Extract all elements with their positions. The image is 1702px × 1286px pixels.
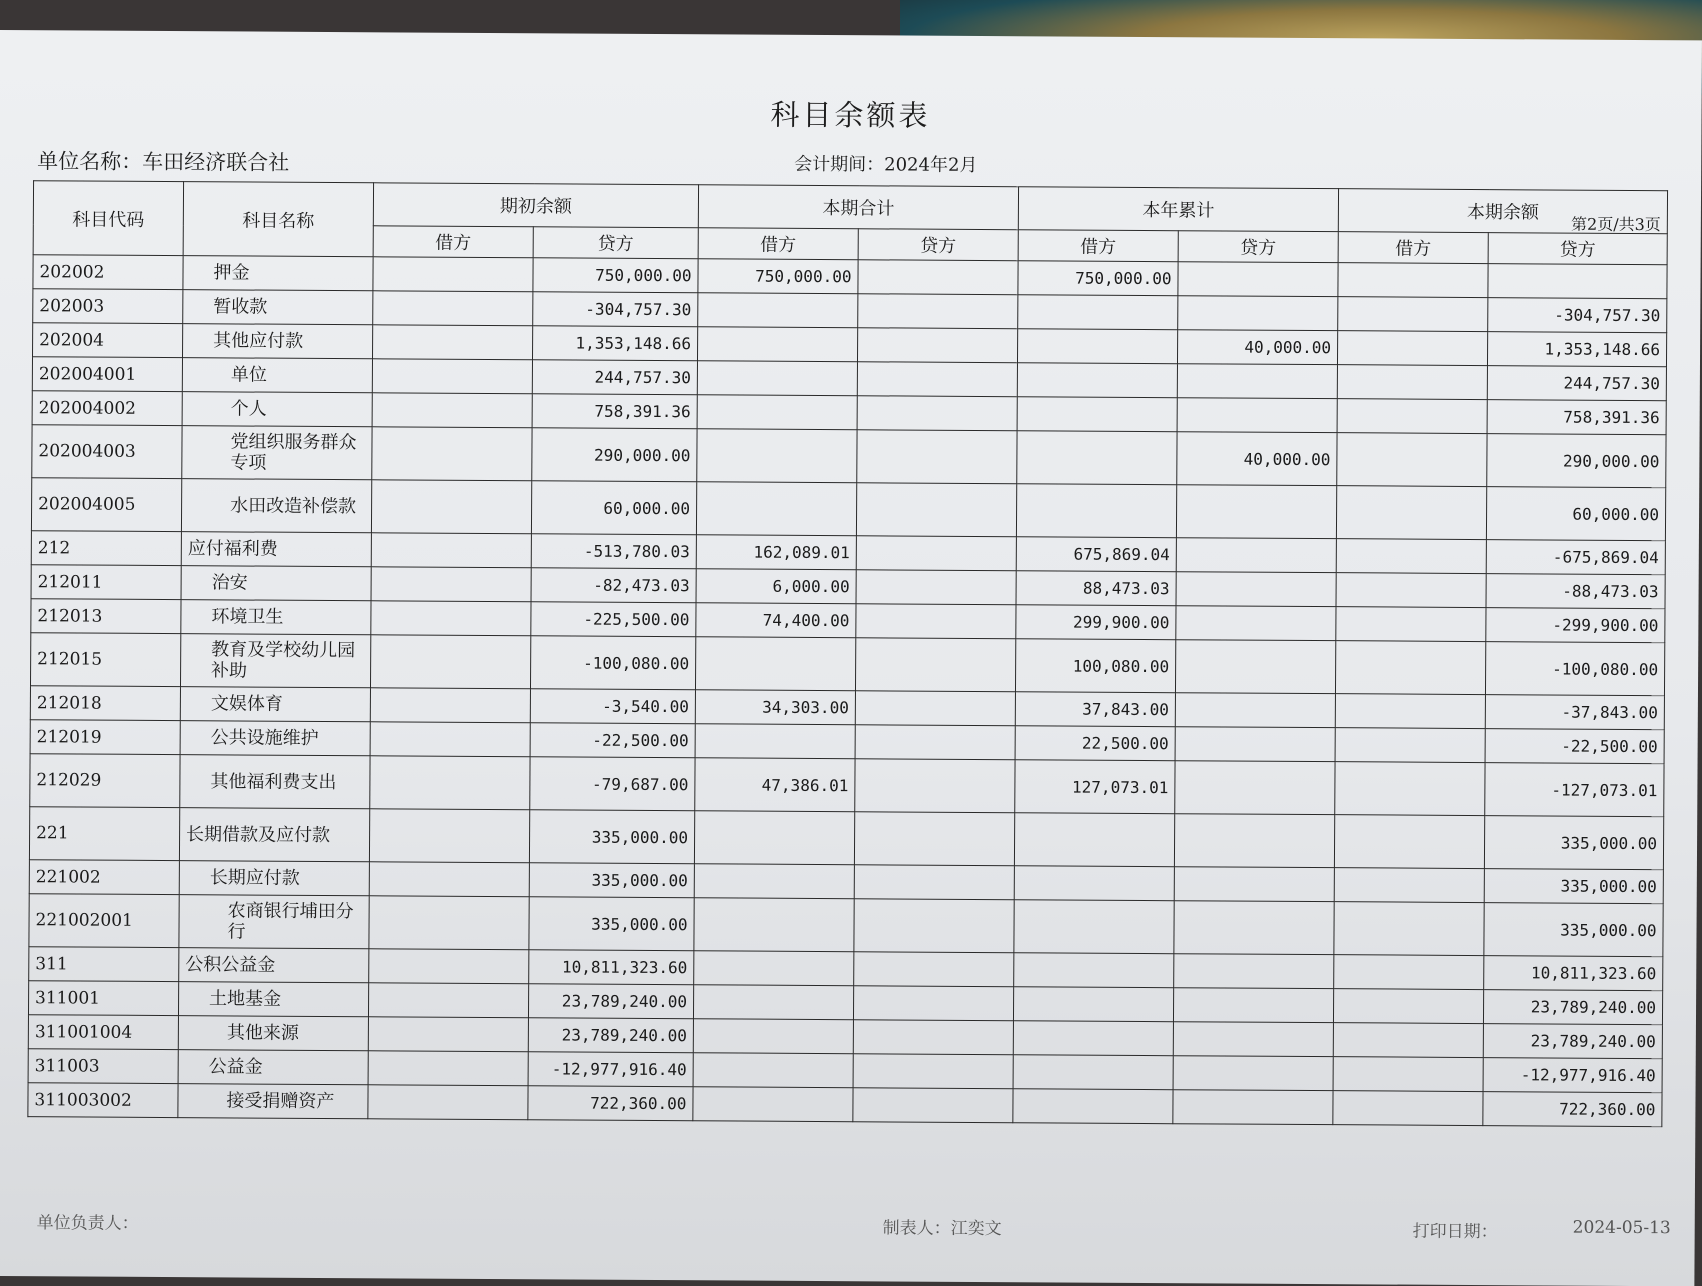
amount-cur-dr: 74,400.00 xyxy=(696,603,856,638)
amount-open-dr xyxy=(370,635,530,689)
amount-ytd-dr xyxy=(1018,295,1178,330)
account-name: 接受捐赠资产 xyxy=(178,1084,368,1119)
amount-cur-dr xyxy=(694,864,854,899)
header-ytd: 本年累计 xyxy=(1018,187,1338,232)
amount-open-dr xyxy=(368,1051,528,1086)
account-code: 202004001 xyxy=(32,357,182,392)
amount-open-dr xyxy=(370,722,530,757)
amount-open-dr xyxy=(370,688,530,723)
amount-cur-dr: 34,303.00 xyxy=(695,690,855,725)
amount-ytd-dr xyxy=(1014,866,1174,901)
account-code: 202004 xyxy=(33,323,183,358)
amount-ytd-cr xyxy=(1174,954,1334,989)
amount-open-cr: -22,500.00 xyxy=(530,723,695,758)
amount-end-dr xyxy=(1337,399,1487,434)
account-code: 311 xyxy=(29,947,179,982)
amount-ytd-cr xyxy=(1173,1056,1333,1091)
amount-cur-cr xyxy=(857,430,1017,484)
amount-open-cr: 335,000.00 xyxy=(529,863,694,898)
amount-cur-cr xyxy=(857,396,1017,431)
account-code: 212 xyxy=(31,531,181,566)
amount-cur-cr xyxy=(856,604,1016,639)
account-name: 公共设施维护 xyxy=(180,721,370,756)
amount-ytd-dr: 100,080.00 xyxy=(1015,639,1175,693)
amount-open-dr xyxy=(373,291,533,326)
amount-end-cr: -304,757.30 xyxy=(1488,298,1667,333)
header-current-credit: 贷方 xyxy=(858,229,1018,261)
amount-cur-dr: 162,089.01 xyxy=(696,535,856,570)
amount-ytd-dr xyxy=(1017,329,1177,364)
page-number: 第2页/共3页 xyxy=(1571,214,1661,235)
amount-ytd-dr: 299,900.00 xyxy=(1016,605,1176,640)
account-name: 党组织服务群众专项 xyxy=(182,426,372,480)
account-code: 311001004 xyxy=(28,1015,178,1050)
amount-ytd-dr: 750,000.00 xyxy=(1018,261,1178,296)
account-code: 212029 xyxy=(30,754,180,808)
amount-cur-cr xyxy=(858,294,1018,329)
amount-cur-cr xyxy=(854,952,1014,987)
account-code: 212019 xyxy=(30,720,180,755)
amount-open-dr xyxy=(371,480,531,534)
amount-end-dr xyxy=(1334,955,1484,990)
header-ending-debit: 借方 xyxy=(1338,232,1488,264)
balance-table xyxy=(27,180,1668,1127)
amount-ytd-dr xyxy=(1013,987,1173,1022)
amount-open-cr: 23,789,240.00 xyxy=(528,1018,693,1053)
amount-ytd-cr xyxy=(1173,988,1333,1023)
amount-cur-cr xyxy=(856,483,1016,537)
amount-open-cr: -12,977,916.40 xyxy=(528,1052,693,1087)
amount-end-dr xyxy=(1335,728,1485,763)
amount-end-cr: 60,000.00 xyxy=(1486,487,1665,541)
amount-ytd-cr: 40,000.00 xyxy=(1177,330,1337,365)
amount-cur-cr xyxy=(853,986,1013,1021)
amount-cur-cr xyxy=(853,1020,1013,1055)
amount-open-dr xyxy=(371,567,531,602)
amount-cur-dr xyxy=(693,985,853,1020)
amount-open-cr: 335,000.00 xyxy=(529,897,694,951)
preparer-label: 制表人：江奕文 xyxy=(882,1218,1002,1240)
amount-cur-dr: 47,386.01 xyxy=(695,758,855,812)
account-code: 212015 xyxy=(30,633,180,687)
amount-ytd-cr xyxy=(1178,262,1338,297)
account-code: 212013 xyxy=(31,599,181,634)
account-code: 202002 xyxy=(33,255,183,290)
amount-open-cr: 10,811,323.60 xyxy=(529,950,694,985)
account-code: 202004003 xyxy=(32,425,182,479)
amount-open-dr xyxy=(372,427,532,481)
amount-cur-cr xyxy=(854,812,1014,866)
amount-ytd-cr xyxy=(1174,867,1334,902)
amount-end-dr xyxy=(1338,297,1488,332)
amount-cur-cr xyxy=(857,328,1017,363)
header-opening: 期初余额 xyxy=(373,183,698,228)
amount-cur-dr xyxy=(693,1053,853,1088)
account-code: 221002 xyxy=(29,860,179,895)
amount-cur-dr xyxy=(694,898,854,952)
document-title: 科目余额表 xyxy=(770,97,931,133)
account-name: 公益金 xyxy=(178,1050,368,1085)
account-name: 土地基金 xyxy=(178,982,368,1017)
amount-open-dr xyxy=(372,325,532,360)
amount-end-cr: 335,000.00 xyxy=(1484,903,1663,957)
amount-end-dr xyxy=(1338,263,1488,298)
amount-cur-cr xyxy=(855,759,1015,813)
amount-ytd-cr xyxy=(1176,485,1336,539)
amount-end-dr xyxy=(1335,641,1485,695)
amount-ytd-dr xyxy=(1017,431,1177,485)
amount-cur-dr xyxy=(697,361,857,396)
amount-open-dr xyxy=(369,862,529,897)
account-code: 202003 xyxy=(33,289,183,324)
account-name: 教育及学校幼儿园补助 xyxy=(180,634,370,688)
amount-open-cr: -3,540.00 xyxy=(530,689,695,724)
amount-open-cr: -100,080.00 xyxy=(530,636,695,690)
amount-end-dr xyxy=(1333,1023,1483,1058)
amount-end-dr xyxy=(1337,331,1487,366)
amount-ytd-cr xyxy=(1176,572,1336,607)
amount-open-dr xyxy=(369,809,529,863)
amount-open-cr: 750,000.00 xyxy=(533,258,698,293)
amount-cur-cr xyxy=(857,362,1017,397)
header-current: 本期合计 xyxy=(698,185,1018,230)
amount-end-dr xyxy=(1336,573,1486,608)
amount-open-cr: -513,780.03 xyxy=(531,534,696,569)
account-name: 其他福利费支出 xyxy=(180,755,370,809)
account-code: 221002001 xyxy=(29,894,179,948)
amount-end-cr: -88,473.03 xyxy=(1486,574,1665,609)
amount-end-cr: 335,000.00 xyxy=(1484,816,1663,870)
amount-ytd-cr xyxy=(1178,296,1338,331)
amount-end-cr: -127,073.01 xyxy=(1485,763,1664,817)
amount-ytd-dr xyxy=(1013,1021,1173,1056)
amount-end-cr: -299,900.00 xyxy=(1486,608,1665,643)
amount-cur-dr xyxy=(695,724,855,759)
manager-label: 单位负责人： xyxy=(36,1213,139,1234)
account-code: 202004005 xyxy=(31,478,181,532)
account-name: 其他来源 xyxy=(178,1016,368,1051)
account-name: 水田改造补偿款 xyxy=(181,479,371,533)
amount-end-cr: 722,360.00 xyxy=(1483,1092,1662,1127)
amount-cur-dr xyxy=(693,1019,853,1054)
account-code: 311003 xyxy=(28,1049,178,1084)
amount-end-cr: -675,869.04 xyxy=(1486,540,1665,575)
amount-open-cr: 722,360.00 xyxy=(528,1086,693,1121)
amount-end-dr xyxy=(1337,365,1487,400)
amount-ytd-cr xyxy=(1175,640,1335,694)
amount-ytd-cr xyxy=(1176,606,1336,641)
amount-cur-dr xyxy=(695,637,855,691)
amount-open-dr xyxy=(368,983,528,1018)
account-name: 环境卫生 xyxy=(181,600,371,635)
amount-ytd-dr xyxy=(1013,1089,1173,1124)
print-date: 2024-05-13 xyxy=(1572,1217,1671,1239)
unit-name: 单位名称：车田经济联合社 xyxy=(37,149,290,175)
amount-open-dr xyxy=(370,756,530,810)
amount-cur-cr xyxy=(853,1054,1013,1089)
table-body xyxy=(28,255,1667,1127)
amount-ytd-dr: 22,500.00 xyxy=(1015,726,1175,761)
amount-ytd-cr: 40,000.00 xyxy=(1177,432,1337,486)
amount-open-cr: 1,353,148.66 xyxy=(532,326,697,361)
amount-cur-dr: 750,000.00 xyxy=(698,259,858,294)
amount-cur-cr xyxy=(853,1088,1013,1123)
amount-open-dr xyxy=(369,896,529,950)
amount-end-dr xyxy=(1336,539,1486,574)
header-opening-debit: 借方 xyxy=(373,226,533,258)
amount-cur-dr xyxy=(694,811,854,865)
amount-cur-cr xyxy=(855,691,1015,726)
amount-end-cr: -100,080.00 xyxy=(1485,642,1664,696)
amount-ytd-cr xyxy=(1175,693,1335,728)
account-name: 公积公益金 xyxy=(179,948,369,983)
account-name: 单位 xyxy=(182,358,372,393)
amount-end-dr xyxy=(1335,762,1485,816)
header-ending-credit: 贷方 xyxy=(1488,233,1667,265)
amount-end-dr xyxy=(1336,607,1486,642)
amount-ytd-dr xyxy=(1014,813,1174,867)
amount-end-cr: 10,811,323.60 xyxy=(1484,956,1663,991)
amount-open-cr: -225,500.00 xyxy=(531,602,696,637)
amount-ytd-cr xyxy=(1173,1090,1333,1125)
amount-ytd-cr xyxy=(1175,727,1335,762)
amount-end-dr xyxy=(1333,1057,1483,1092)
account-name: 其他应付款 xyxy=(183,324,373,359)
amount-cur-dr xyxy=(697,395,857,430)
account-name: 应付福利费 xyxy=(181,532,371,567)
amount-ytd-dr xyxy=(1013,1055,1173,1090)
amount-open-cr: 290,000.00 xyxy=(532,428,697,482)
amount-cur-dr: 6,000.00 xyxy=(696,569,856,604)
amount-ytd-cr xyxy=(1175,761,1335,815)
header-ending: 本期余额 xyxy=(1338,189,1667,234)
account-code: 311001 xyxy=(28,981,178,1016)
account-code: 212018 xyxy=(30,686,180,721)
amount-open-cr: 758,391.36 xyxy=(532,394,697,429)
amount-cur-dr xyxy=(694,951,854,986)
ledger-document xyxy=(0,30,1702,1286)
header-current-debit: 借方 xyxy=(698,228,858,260)
amount-end-cr: -12,977,916.40 xyxy=(1483,1058,1662,1093)
amount-cur-cr xyxy=(856,570,1016,605)
amount-end-dr xyxy=(1333,989,1483,1024)
amount-cur-dr xyxy=(697,429,857,483)
account-name: 暂收款 xyxy=(183,290,373,325)
accounting-period: 会计期间：2024年2月 xyxy=(794,153,978,176)
amount-end-dr xyxy=(1333,1091,1483,1126)
amount-end-cr: 335,000.00 xyxy=(1484,869,1663,904)
amount-open-cr: 335,000.00 xyxy=(529,810,694,864)
header-opening-credit: 贷方 xyxy=(533,227,698,259)
amount-open-dr xyxy=(372,359,532,394)
amount-ytd-cr xyxy=(1176,538,1336,573)
amount-ytd-dr: 675,869.04 xyxy=(1016,537,1176,572)
amount-ytd-dr: 127,073.01 xyxy=(1015,760,1175,814)
account-name: 个人 xyxy=(182,392,372,427)
account-name: 长期应付款 xyxy=(179,861,369,896)
amount-open-cr: 244,757.30 xyxy=(532,360,697,395)
amount-open-cr: -82,473.03 xyxy=(531,568,696,603)
account-code: 221 xyxy=(29,807,179,861)
account-name: 押金 xyxy=(183,256,373,291)
header-name: 科目名称 xyxy=(183,182,373,257)
amount-end-dr xyxy=(1336,486,1486,540)
amount-open-dr xyxy=(369,949,529,984)
amount-end-cr: -37,843.00 xyxy=(1485,695,1664,730)
header-ytd-credit: 贷方 xyxy=(1178,231,1338,263)
amount-ytd-cr xyxy=(1177,398,1337,433)
print-date-label: 打印日期： xyxy=(1412,1221,1498,1243)
amount-ytd-dr xyxy=(1014,900,1174,954)
account-code: 212011 xyxy=(31,565,181,600)
amount-ytd-dr xyxy=(1014,953,1174,988)
account-name: 长期借款及应付款 xyxy=(179,808,369,862)
amount-cur-cr xyxy=(855,638,1015,692)
amount-end-dr xyxy=(1335,694,1485,729)
amount-cur-dr xyxy=(697,327,857,362)
amount-open-dr xyxy=(373,257,533,292)
account-name: 农商银行埔田分行 xyxy=(179,895,369,949)
amount-end-cr: 758,391.36 xyxy=(1487,400,1666,435)
amount-ytd-cr xyxy=(1174,814,1334,868)
amount-ytd-dr: 37,843.00 xyxy=(1015,692,1175,727)
amount-end-cr xyxy=(1488,264,1667,299)
amount-cur-cr xyxy=(856,536,1016,571)
amount-end-cr: 23,789,240.00 xyxy=(1483,1024,1662,1059)
amount-end-dr xyxy=(1334,868,1484,903)
account-name: 文娱体育 xyxy=(180,687,370,722)
amount-cur-cr xyxy=(854,899,1014,953)
amount-open-cr: 60,000.00 xyxy=(531,481,696,535)
amount-cur-dr xyxy=(693,1087,853,1122)
amount-cur-cr xyxy=(854,865,1014,900)
account-code: 311003002 xyxy=(28,1083,178,1118)
amount-ytd-cr xyxy=(1174,901,1334,955)
amount-end-dr xyxy=(1337,433,1487,487)
amount-open-dr xyxy=(371,601,531,636)
amount-open-dr xyxy=(368,1085,528,1120)
amount-ytd-cr xyxy=(1173,1022,1333,1057)
amount-cur-cr xyxy=(855,725,1015,760)
amount-end-dr xyxy=(1334,815,1484,869)
amount-end-cr: 290,000.00 xyxy=(1487,434,1666,488)
amount-ytd-dr: 88,473.03 xyxy=(1016,571,1176,606)
amount-open-dr xyxy=(371,533,531,568)
amount-cur-dr xyxy=(696,482,856,536)
amount-cur-dr xyxy=(698,293,858,328)
amount-open-cr: -304,757.30 xyxy=(533,292,698,327)
amount-cur-cr xyxy=(858,260,1018,295)
header-ytd-debit: 借方 xyxy=(1018,230,1178,262)
amount-end-cr: -22,500.00 xyxy=(1485,729,1664,764)
amount-open-dr xyxy=(368,1017,528,1052)
amount-end-cr: 244,757.30 xyxy=(1487,366,1666,401)
amount-end-cr: 23,789,240.00 xyxy=(1483,990,1662,1025)
header-code: 科目代码 xyxy=(33,181,183,256)
amount-ytd-cr xyxy=(1177,364,1337,399)
account-code: 202004002 xyxy=(32,391,182,426)
amount-end-cr: 1,353,148.66 xyxy=(1487,332,1666,367)
amount-open-dr xyxy=(372,393,532,428)
amount-end-dr xyxy=(1334,902,1484,956)
amount-ytd-dr xyxy=(1017,363,1177,398)
amount-ytd-dr xyxy=(1017,397,1177,432)
amount-open-cr: 23,789,240.00 xyxy=(528,984,693,1019)
account-name: 治安 xyxy=(181,566,371,601)
amount-open-cr: -79,687.00 xyxy=(530,757,695,811)
amount-ytd-dr xyxy=(1016,484,1176,538)
